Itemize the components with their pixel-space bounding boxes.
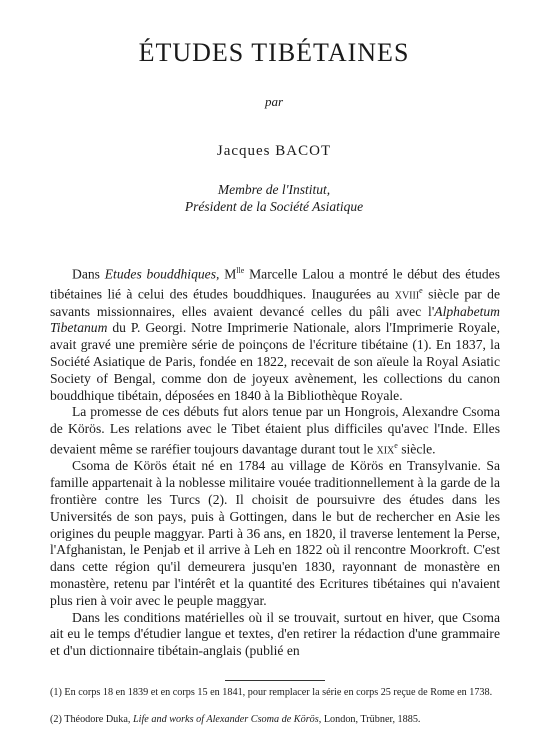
roman-numeral: xix (376, 441, 395, 457)
footnote-rule (225, 680, 325, 681)
footnote-1: (1) En corps 18 en 1839 et en corps 15 en 1841, pour remplacer la série en corps 25 reçue de Rome en 1738. (50, 687, 493, 698)
italic-title: Etudes bouddhiques, (104, 266, 220, 282)
paragraph: La promesse de ces débuts fut alors tenue par un Hongrois, Alexandre Csoma de Körös. Les relations avec le Tibet étaient plus difficiles qu'avec l'Inde. Elles devaient même se raréfier toujours davantage durant tout le xix$^e$ siècle. (50, 404, 500, 457)
author-name: Jacques BACOT (216, 143, 332, 159)
body-text (50, 263, 500, 660)
paragraph: Csoma de Körös était né en 1784 au village de Körös en Transylvanie. Sa famille appartenait à la noblesse militaire vouée traditionnellement à la garde de la frontière contre les Turcs (2). Il choisit de poursuivre des études dans les Universités de son pays, puis à Gottingen, dans le but de rechercher en Asie les origines du peuple maggyar. Parti à 36 ans, en 1820, il traverse lentement la Perse, l'Afghanistan, le Penjab et il arrive à Leh en 1822 où il rencontre Moorkroft. C'est dans cette région qu'il demeurera jusqu'en 1830, rayonnant de monastère en monastère, retenu par l'intérêt et la quantité des Ecritures tibétaines qui n'avaient plus rien à voir avec le peuple maggyar. (50, 458, 500, 608)
footnote-2: (2) Théodore Duka, Life and works of Alexander Csoma de Körös, London, Trübner, 1885. (50, 714, 421, 725)
paragraph: Dans les conditions matérielles où il se trouvait, surtout en hiver, que Csoma ait eu le temps d'étudier langue et textes, d'en retirer la rédaction d'une grammaire et d'un dictionnaire tibétain-anglais (publié en (50, 609, 500, 659)
superscript: lle (236, 266, 245, 275)
byline-par: par (264, 94, 284, 109)
paragraph: Dans Etudes bouddhiques, $M^{lle}$ Marcelle Lalou a montré le début des études tibétaines lié à celui des études bouddhiques. Inaugurées au xviii$^e$ siècle par de savants missionnaires, elles avaient devancé celles du pâli avec l'Alphabetum Tibetanum du P. Georgi. Notre Imprimerie Nationale, alors l'Imprimerie Royale, avait gravé une première série de poinçons de l'écriture tibétaine (1). En 1837, la Société Asiatique de Paris, fondée en 1822, recevait de son aïeule la Royal Asiatic Society of Bengal, comme don de joyeux avènement, les collections du canon bouddhique tibétain, déposées en 1840 à la Bibliothèque Royale. (50, 266, 501, 403)
superscript: e (419, 286, 423, 296)
roman-numeral: xviii (394, 286, 420, 302)
superscript: e (394, 441, 398, 451)
italic-title: Life and works of Alexander Csoma de Körös (132, 714, 319, 725)
author-role-1: Membre de l'Institut, (217, 182, 331, 197)
author-role-2: Président de la Société Asiatique (184, 199, 364, 214)
page-title: ÉTUDES TIBÉTAINES (138, 38, 410, 67)
italic-title: Alphabetum Tibetanum (50, 303, 500, 336)
